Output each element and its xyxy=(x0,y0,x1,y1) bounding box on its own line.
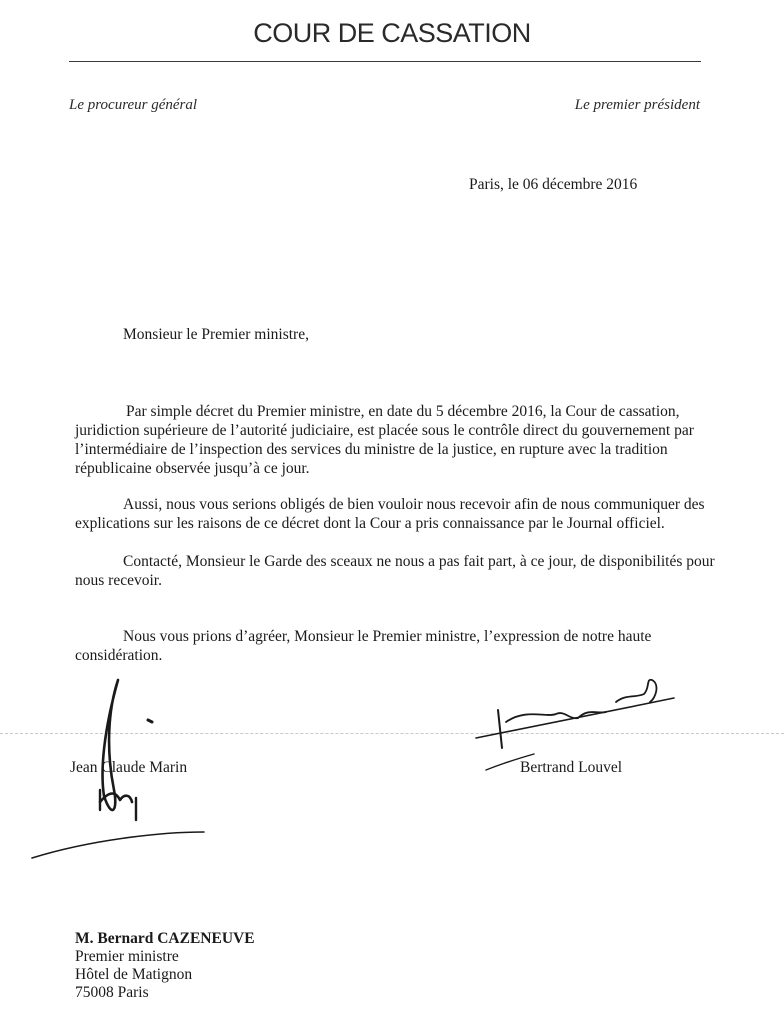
body-paragraph-1: Par simple décret du Premier ministre, en date du 5 décembre 2016, la Cour de cassation, juridiction supérieure de l’autorité judiciaire, est placée sous le contrôle direct du gouvernement par l’intermédiaire de l’inspection des services du ministre de la justice, en rupture avec la tradition républicaine observée jusqu’à ce jour. xyxy=(75,403,694,477)
recipient-block xyxy=(75,930,255,1002)
recipient-address-line-1: Hôtel de Matignon xyxy=(75,966,193,983)
recipient-title: Premier ministre xyxy=(75,948,179,965)
closing-paragraph: Nous vous prions d’agréer, Monsieur le Premier ministre, l’expression de notre haute considération. xyxy=(75,628,652,664)
right-role-label: Le premier président xyxy=(574,97,700,113)
left-role-label: Le procureur général xyxy=(69,97,198,113)
body-paragraph-3: Contacté, Monsieur le Garde des sceaux ne nous a pas fait part, à ce jour, de disponibilités pour nous recevoir. xyxy=(75,553,715,589)
institution-title: COUR DE CASSATION xyxy=(253,18,531,48)
recipient-address-line-2: 75008 Paris xyxy=(75,984,149,1001)
letter-date: Paris, le 06 décembre 2016 xyxy=(469,176,638,193)
body-paragraph-2: Aussi, nous vous serions obligés de bien vouloir nous recevoir afin de nous communiquer des explications sur les raisons de ce décret dont la Cour a pris connaissance par le Journal officiel. xyxy=(75,496,705,532)
right-signatory-name: Bertrand Louvel xyxy=(520,759,623,776)
header-rule xyxy=(69,61,701,62)
salutation: Monsieur le Premier ministre, xyxy=(123,326,309,343)
recipient-name: M. Bernard CAZENEUVE xyxy=(75,930,255,947)
left-signatory-name: Jean Claude Marin xyxy=(70,759,188,776)
